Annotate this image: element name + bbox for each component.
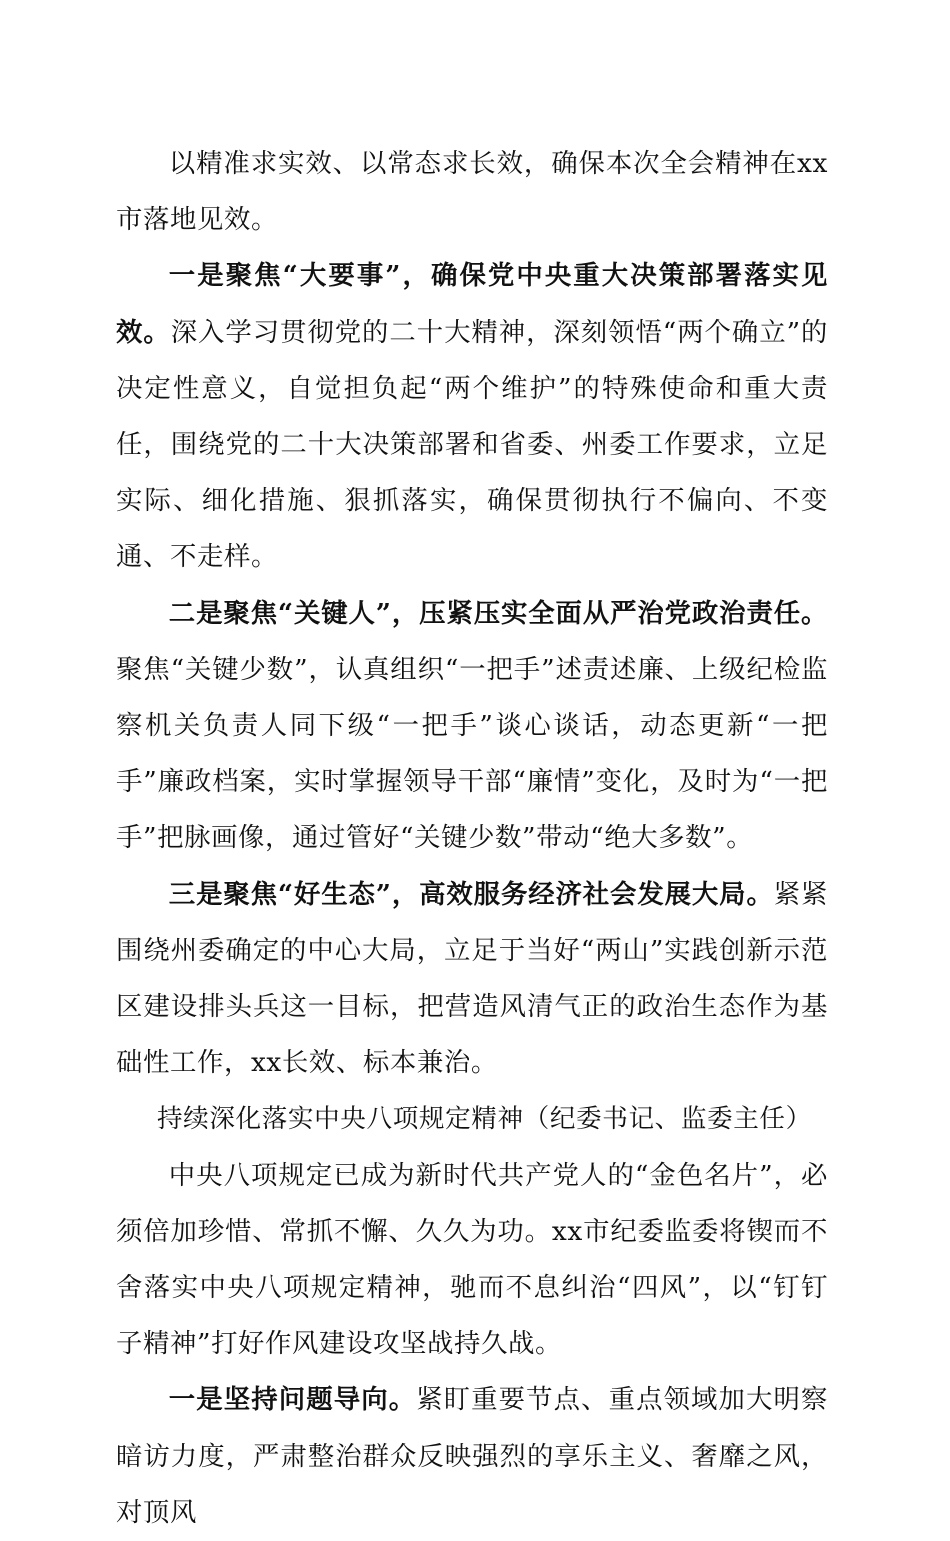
paragraph-lead: 一是聚焦“大要事”，确保党中央重大决策部署落实见效。 [116,260,828,348]
paragraph-body: 聚焦“关键少数”，认真组织“一把手”述责述廉、上级纪检监察机关负责人同下级“一把手”谈心谈话，动态更新“一把手”廉政档案，实时掌握领导干部“廉情”变化，及时为“一把手”把脉画像，通过管好“关键少数”带动“绝大多数”。 [116,653,828,854]
paragraph-body: 紧盯重要节点、重点领域加大明察暗访力度，严肃整治群众反映强烈的享乐主义、奢靡之风，对顶风 [116,1384,828,1528]
paragraph-lead: 一是坚持问题导向。 [168,1384,417,1416]
paragraph-point-4 [116,1372,828,1541]
section-heading: 持续深化落实中央八项规定精神（纪委书记、监委主任） [156,1104,812,1135]
paragraph-body: 中央八项规定已成为新时代共产党人的“金色名片”，必须倍加珍惜、常抓不懈、久久为功。xx市纪委监委将锲而不舍落实中央八项规定精神，驰而不息纠治“四风”，以“钉钉子精神”打好作风建设攻坚战持久战。 [116,1159,828,1360]
paragraph-body: 以精准求实效、以常态求长效，确保本次全会精神在xx市落地见效。 [116,148,828,236]
paragraph-lead: 三是聚焦“好生态”，高效服务经济社会发展大局。 [168,878,774,910]
paragraph-body: 紧紧围绕州委确定的中心大局，立足于当好“两山”实践创新示范区建设排头兵这一目标，把营造风清气正的政治生态作为基础性工作，xx长效、标本兼治。 [116,878,828,1079]
paragraph-lead: 二是聚焦“关键人”，压紧压实全面从严治党政治责任。 [168,597,828,629]
paragraph-point-1 [116,248,828,585]
paragraph-point-3 [116,867,828,1092]
document-page [116,136,828,1541]
paragraph-body: 深入学习贯彻党的二十大精神，深刻领悟“两个确立”的决定性意义，自觉担负起“两个维护”的特殊使命和重大责任，围绕党的二十大决策部署和省委、州委工作要求，立足实际、细化措施、狠抓落实，确保贯彻执行不偏向、不变通、不走样。 [116,316,829,573]
paragraph-section-intro [116,1148,828,1373]
paragraph-point-2 [116,586,828,867]
paragraph-intro [116,136,828,248]
